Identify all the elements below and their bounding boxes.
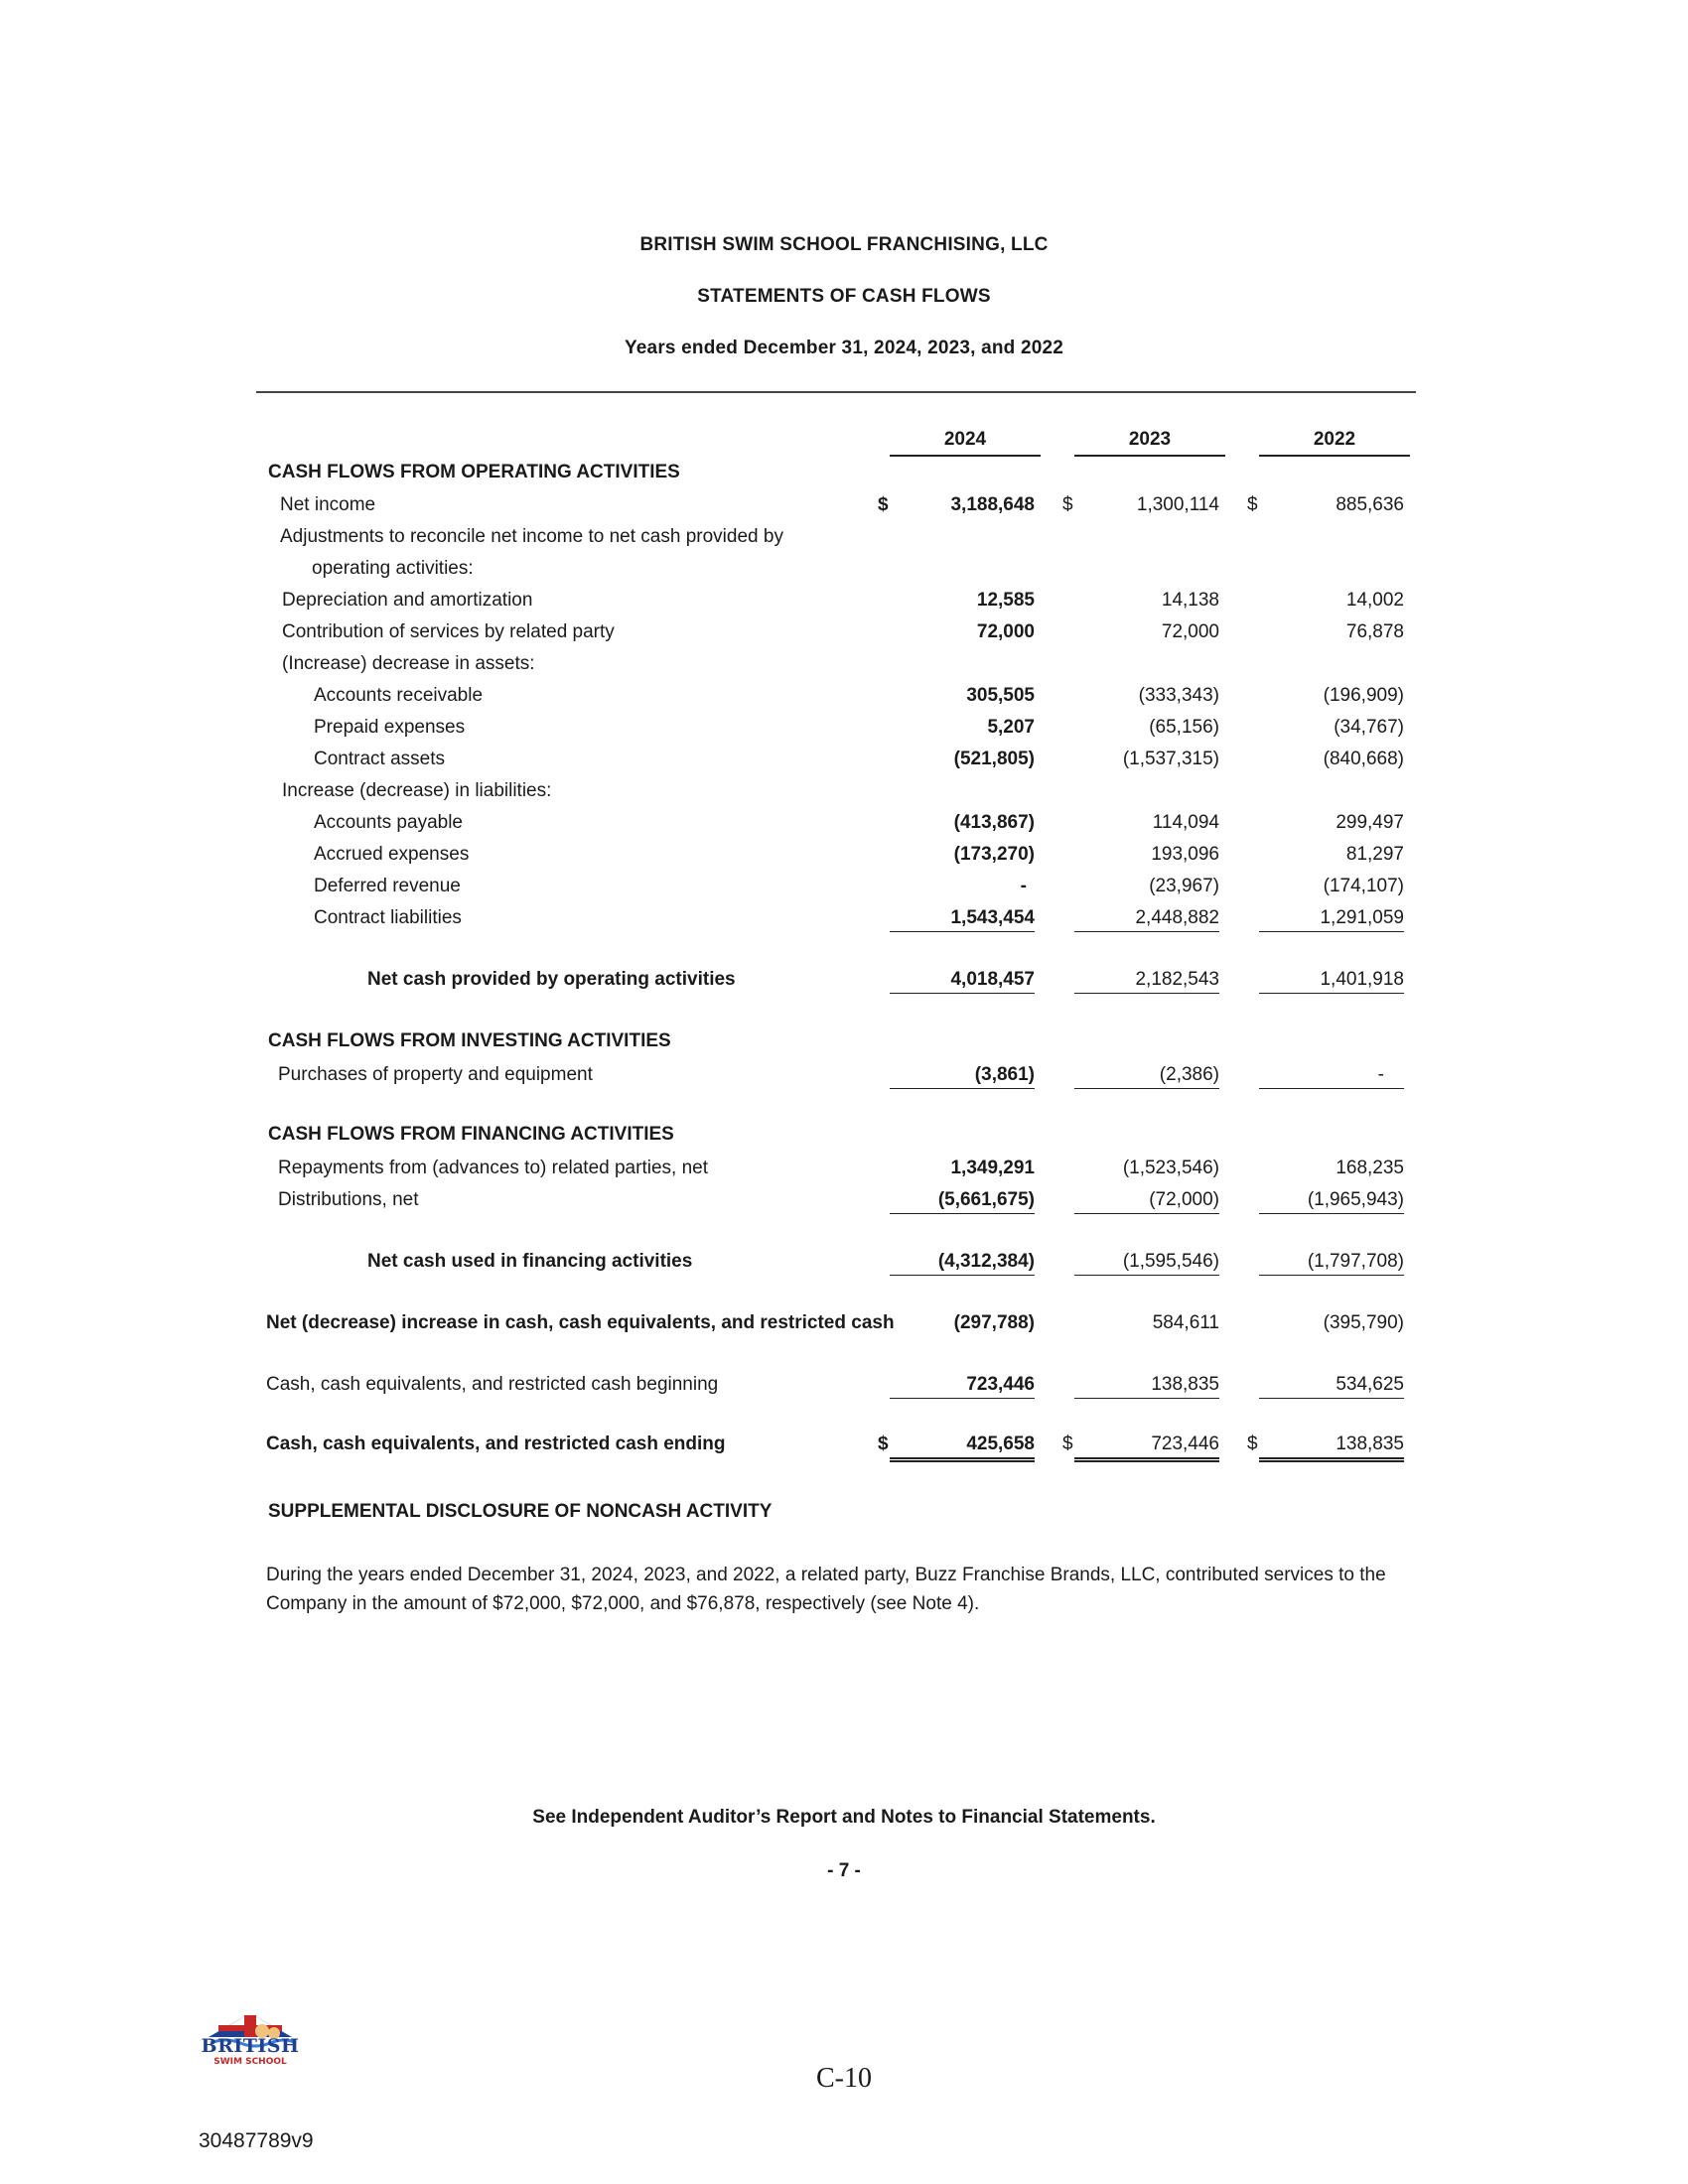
value-2023: (65,156) [1149, 717, 1219, 738]
value-2024: (521,805) [953, 749, 1035, 769]
value-2022: 299,497 [1336, 812, 1404, 833]
row-label: Net cash provided by operating activities [367, 969, 736, 990]
row-label: Contract assets [314, 749, 445, 769]
value-2022: (174,107) [1323, 876, 1404, 896]
value-2022: (395,790) [1323, 1312, 1404, 1333]
row-accrued [0, 842, 1688, 870]
section-supplemental: SUPPLEMENTAL DISCLOSURE OF NONCASH ACTIVITY [268, 1501, 773, 1522]
statement-title: STATEMENTS OF CASH FLOWS [697, 286, 991, 307]
currency-symbol: $ [1062, 1433, 1073, 1454]
row-net-change [0, 1310, 1688, 1338]
header-rule [256, 391, 1416, 393]
currency-symbol: $ [1247, 494, 1258, 515]
column-header-2023: 2023 [1074, 429, 1225, 457]
document-id: 30487789v9 [199, 2129, 314, 2152]
value-2023: (1,595,546) [1074, 1251, 1219, 1276]
section-financing: CASH FLOWS FROM FINANCING ACTIVITIES [268, 1124, 674, 1145]
statement-period: Years ended December 31, 2024, 2023, and 2022 [624, 338, 1064, 358]
value-2022: 138,835 [1259, 1433, 1404, 1462]
section-operating: CASH FLOWS FROM OPERATING ACTIVITIES [268, 462, 680, 482]
value-2023: (1,537,315) [1122, 749, 1219, 769]
logo-wordmark: BRITISH [201, 2035, 300, 2057]
row-increase-liabilities [0, 778, 1688, 806]
row-label: Accounts payable [314, 812, 463, 833]
value-2022: (1,797,708) [1259, 1251, 1404, 1276]
column-header-2024: 2024 [890, 429, 1041, 457]
value-2024: 305,505 [966, 685, 1035, 706]
row-net-operating [0, 967, 1688, 995]
row-prepaid [0, 715, 1688, 743]
value-2022: (840,668) [1323, 749, 1404, 769]
value-2023: 2,448,882 [1074, 907, 1219, 932]
value-2023: 1,300,114 [1136, 494, 1219, 515]
auditor-note: See Independent Auditor’s Report and Notes to Financial Statements. [532, 1807, 1156, 1828]
value-2024: 425,658 [890, 1433, 1035, 1462]
value-2024: (4,312,384) [890, 1251, 1035, 1276]
value-2022: 14,002 [1345, 590, 1404, 611]
value-2022: (196,909) [1323, 685, 1404, 706]
value-2023: 114,094 [1152, 812, 1219, 833]
value-2024: 12,585 [976, 590, 1035, 611]
row-contribution [0, 619, 1688, 647]
row-contract-assets [0, 747, 1688, 774]
value-2023: 584,611 [1152, 1312, 1219, 1333]
value-2022: 1,401,918 [1259, 969, 1404, 994]
row-repayments [0, 1156, 1688, 1183]
row-label: Distributions, net [278, 1189, 419, 1210]
row-label: Cash, cash equivalents, and restricted cash ending [266, 1433, 726, 1454]
currency-symbol: $ [1062, 494, 1073, 515]
supplemental-paragraph: During the years ended December 31, 2024, 2023, and 2022, a related party, Buzz Franchise Brands, LLC, contributed services to the Company in the amount of $72,000, $72,000, and $76,878, respectively (see Note 4). [266, 1565, 1386, 1614]
row-ending [0, 1432, 1688, 1467]
page-number: - 7 - [827, 1860, 861, 1881]
row-contract-liabilities [0, 905, 1688, 933]
row-label: Repayments from (advances to) related parties, net [278, 1158, 708, 1178]
exhibit-page-label: C-10 [816, 2063, 872, 2094]
row-increase-assets [0, 651, 1688, 679]
row-accounts-receivable [0, 683, 1688, 711]
row-label: Net income [280, 494, 376, 515]
row-label: Depreciation and amortization [282, 590, 533, 611]
row-label: Prepaid expenses [314, 717, 466, 738]
value-2024: 72,000 [976, 621, 1035, 642]
value-2023: (2,386) [1074, 1064, 1219, 1089]
value-2022: - [1259, 1064, 1404, 1089]
row-adjustments-cont [0, 556, 1688, 584]
currency-symbol: $ [878, 1433, 889, 1454]
row-beginning [0, 1372, 1688, 1400]
row-label: Net cash used in financing activities [367, 1251, 693, 1272]
value-2024: 723,446 [890, 1374, 1035, 1399]
row-label: Purchases of property and equipment [278, 1064, 593, 1085]
value-2022: 76,878 [1345, 621, 1404, 642]
value-2024: (5,661,675) [890, 1189, 1035, 1214]
row-purchases [0, 1062, 1688, 1090]
row-label: operating activities: [312, 558, 474, 579]
value-2023: (1,523,546) [1122, 1158, 1219, 1178]
value-2023: 14,138 [1161, 590, 1219, 611]
row-label: Deferred revenue [314, 876, 461, 896]
row-label: Contract liabilities [314, 907, 462, 928]
value-2024: 5,207 [987, 717, 1035, 738]
value-2023: (72,000) [1074, 1189, 1219, 1214]
value-2024: 3,188,648 [950, 494, 1035, 515]
value-2022: (1,965,943) [1259, 1189, 1404, 1214]
row-deferred [0, 874, 1688, 901]
value-2023: 193,096 [1151, 844, 1219, 865]
value-2023: 2,182,543 [1074, 969, 1219, 994]
value-2023: (333,343) [1138, 685, 1219, 706]
value-2023: 72,000 [1161, 621, 1219, 642]
column-header-2022: 2022 [1259, 429, 1410, 457]
row-label: Cash, cash equivalents, and restricted cash beginning [266, 1374, 719, 1395]
currency-symbol: $ [1247, 1433, 1258, 1454]
value-2024: (413,867) [953, 812, 1035, 833]
value-2024: - [1020, 876, 1027, 896]
value-2024: (173,270) [953, 844, 1035, 865]
value-2024: (3,861) [890, 1064, 1035, 1089]
row-label: Accrued expenses [314, 844, 470, 865]
value-2024: 1,349,291 [950, 1158, 1035, 1178]
row-label: Contribution of services by related party [282, 621, 615, 642]
row-net-income [0, 492, 1688, 520]
row-label: Net (decrease) increase in cash, cash equivalents, and restricted cash [266, 1312, 895, 1333]
value-2023: 138,835 [1074, 1374, 1219, 1399]
value-2023: (23,967) [1149, 876, 1219, 896]
row-label: Adjustments to reconcile net income to net cash provided by [280, 526, 783, 547]
section-investing: CASH FLOWS FROM INVESTING ACTIVITIES [268, 1030, 671, 1051]
value-2022: 168,235 [1336, 1158, 1404, 1178]
currency-symbol: $ [878, 494, 889, 515]
value-2022: 81,297 [1345, 844, 1404, 865]
row-net-financing [0, 1249, 1688, 1277]
value-2023: 723,446 [1074, 1433, 1219, 1462]
value-2024: 1,543,454 [890, 907, 1035, 932]
row-distributions [0, 1187, 1688, 1215]
row-depreciation [0, 588, 1688, 615]
company-name: BRITISH SWIM SCHOOL FRANCHISING, LLC [639, 234, 1049, 255]
value-2022: 885,636 [1336, 494, 1404, 515]
value-2022: 1,291,059 [1259, 907, 1404, 932]
value-2022: 534,625 [1259, 1374, 1404, 1399]
value-2024: (297,788) [953, 1312, 1035, 1333]
value-2024: 4,018,457 [890, 969, 1035, 994]
row-adjustments [0, 524, 1688, 552]
logo-subtext: SWIM SCHOOL [213, 2057, 287, 2067]
row-label: Accounts receivable [314, 685, 484, 706]
row-label: (Increase) decrease in assets: [282, 653, 535, 674]
value-2022: (34,767) [1334, 717, 1404, 738]
row-label: Increase (decrease) in liabilities: [282, 780, 552, 801]
row-accounts-payable [0, 810, 1688, 838]
